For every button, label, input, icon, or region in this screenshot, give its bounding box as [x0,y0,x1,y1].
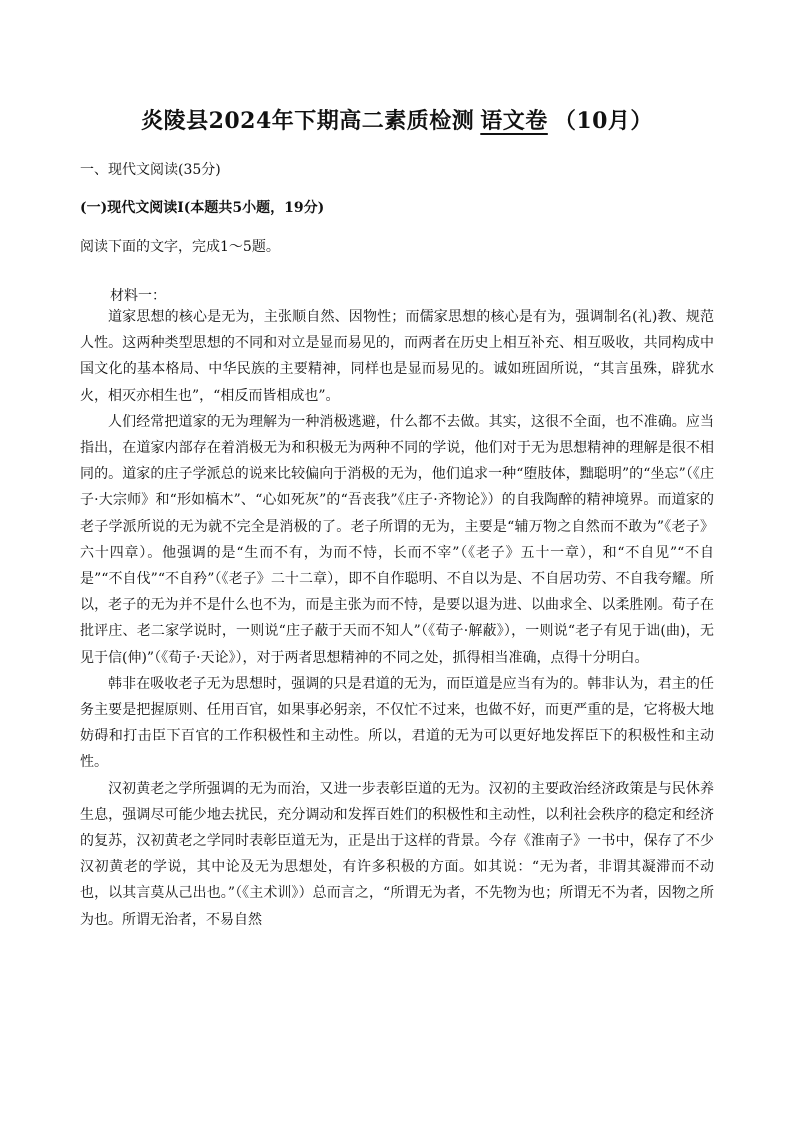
paragraph: 汉初黄老之学所强调的无为而治，又进一步表彰臣道的无为。汉初的主要政治经济政策是与民休养生息，强调尽可能少地去扰民，充分调动和发挥百姓们的积极性和主动性，以利社会秩序的稳定和经济的复苏，汉初黄老之学同时表彰臣道无为，正是出于这样的背景。今存《淮南子》一书中，保存了不少汉初黄老的学说，其中论及无为思想处，有许多积极的方面。如其说：“无为者，非谓其凝滞而不动也，以其言莫从己出也。”（《主术训》）总而言之，“所谓无为者，不先物为也；所谓无不为者，因物之所为也。所谓无治者，不易自然 [80,780,714,928]
section-heading-part1: 一、现代文阅读(35分) [80,162,221,178]
paragraph: 道家思想的核心是无为，主张顺自然、因物性；而儒家思想的核心是有为，强调制名(礼)教、规范人性。这两种类型思想的不同和对立是显而易见的，而两者在历史上相互补充、相互吸收，共同构成中国文化的基本格局、中华民族的主要精神，同样也是显而易见的。诚如班固所说，“其言虽殊，辟犹水火，相灭亦相生也”，“相反而皆相成也”。 [80,309,714,404]
title-main: 炎陵县2024年下期高二素质检测 [141,108,475,134]
paragraph: 韩非在吸收老子无为思想时，强调的只是君道的无为，而臣道是应当有为的。韩非认为，君主的任务主要是把握原则、任用百官，如果事必躬亲，不仅忙不过来，也做不好，而更严重的是，它将极大地妨碍和打击臣下百官的工作积极性和主动性。所以，君道的无为可以更好地发挥臣下的积极性和主动性。 [80,675,714,771]
section-heading-sub1: (一)现代文阅读Ⅰ(本题共5小题，19分) [80,200,325,216]
title-month: （10月） [553,108,653,134]
reading-instruction: 阅读下面的文字，完成1～5题。 [80,239,280,255]
exam-title [0,104,794,135]
material-label: 材料一： [110,288,166,304]
paragraph: 人们经常把道家的无为理解为一种消极逃避，什么都不去做。其实，这很不全面，也不准确。应当指出，在道家内部存在着消极无为和积极无为两种不同的学说，他们对于无为思想精神的理解是很不相同的。道家的庄子学派总的说来比较偏向于消极的无为，他们追求一种“堕肢体，黜聪明”的“坐忘”（《庄子·大宗师》和“形如槁木”、“心如死灰”的“吾丧我”《庄子·齐物论》）的自我陶醉的精神境界。而道家的老子学派所说的无为就不完全是消极的了。老子所谓的无为，主要是“辅万物之自然而不敢为”《老子》六十四章）。他强调的是“生而不有，为而不恃，长而不宰”（《老子》五十一章），和“不自见”“不自是”“不自伐”“不自矜”（《老子》二十二章），即不自作聪明、不自以为是、不自居功劳、不自我夸耀。所以，老子的无为并不是什么也不为，而是主张为而不恃，是要以退为进、以曲求全、以柔胜刚。荀子在批评庄、老二家学说时，一则说“庄子蔽于天而不知人”（《荀子·解蔽》），一则说“老子有见于诎(曲)，无见于信(伸)”（《荀子·天论》），对于两者思想精神的不同之处，抓得相当准确，点得十分明白。 [80,413,714,666]
material-body [80,304,714,933]
title-subject: 语文卷 [480,108,548,134]
